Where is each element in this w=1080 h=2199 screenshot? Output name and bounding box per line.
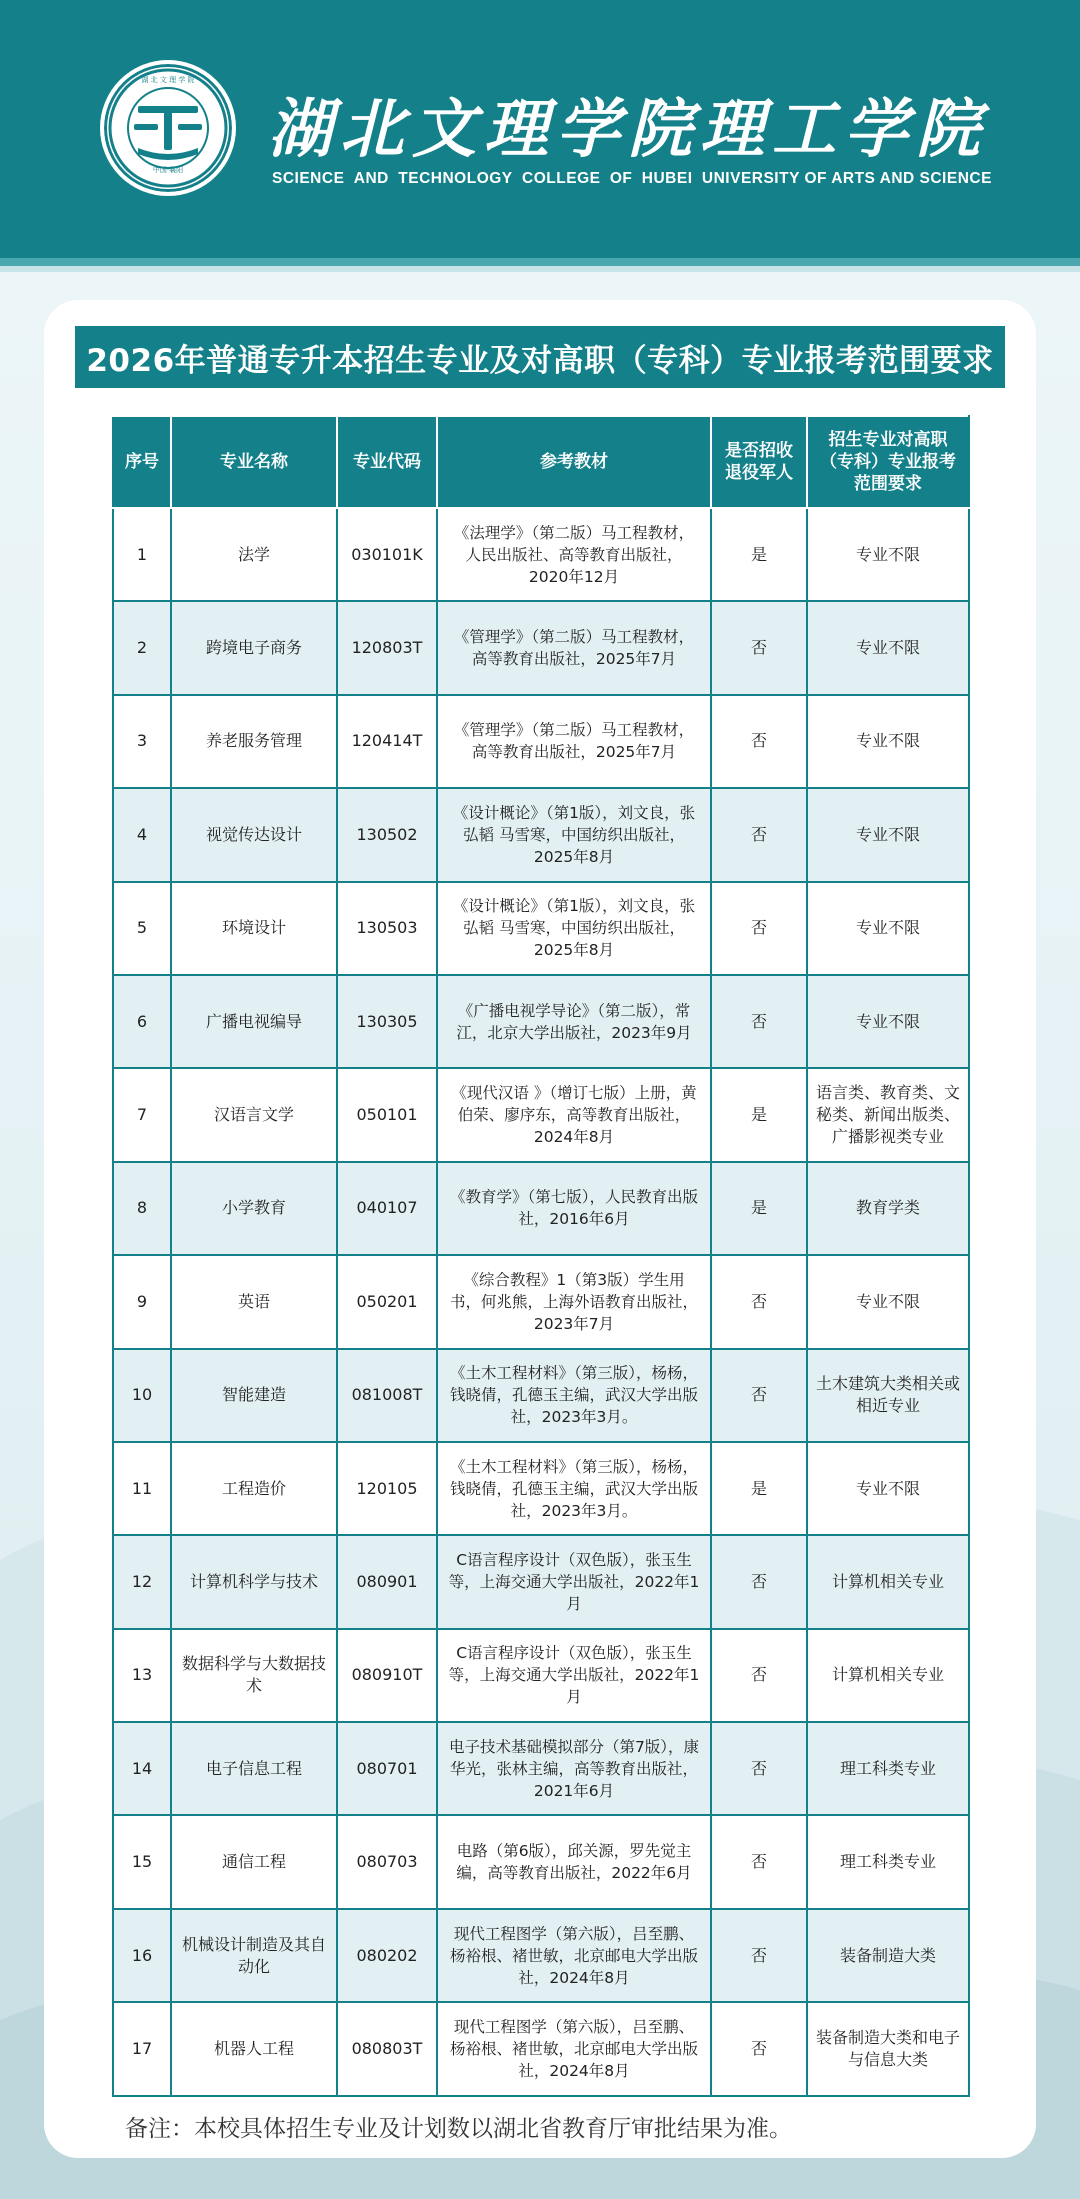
cell-code: 080803T: [337, 2002, 437, 2095]
cell-code: 050101: [337, 1068, 437, 1161]
cell-index: 1: [113, 508, 171, 601]
col-header-code: 专业代码: [337, 416, 437, 508]
table-row: [113, 788, 969, 881]
cell-code: 081008T: [337, 1349, 437, 1442]
svg-text:湖 北 文 理 学 院: 湖 北 文 理 学 院: [141, 76, 195, 84]
table-row: [113, 1629, 969, 1722]
table-row: [113, 601, 969, 694]
cell-major: 环境设计: [171, 882, 337, 975]
logo-emblem-icon: [104, 64, 232, 192]
cell-major: 工程造价: [171, 1442, 337, 1535]
cell-textbook: 电路（第6版），邱关源，罗先觉主编，高等教育出版社，2022年6月: [437, 1815, 711, 1908]
title-en-word: AND: [353, 170, 389, 187]
cell-index: 17: [113, 2002, 171, 2095]
cell-code: 050201: [337, 1255, 437, 1348]
cell-index: 13: [113, 1629, 171, 1722]
cell-index: 10: [113, 1349, 171, 1442]
cell-textbook: 《管理学》（第二版）马工程教材，高等教育出版社，2025年7月: [437, 695, 711, 788]
cell-textbook: 现代工程图学（第六版），吕至鹏、杨裕根、褚世敏，北京邮电大学出版社，2024年8月: [437, 2002, 711, 2095]
title-en-word: SCIENCE: [272, 170, 345, 187]
cell-code: 040107: [337, 1162, 437, 1255]
cell-major: 计算机科学与技术: [171, 1535, 337, 1628]
table-row: [113, 1255, 969, 1348]
cell-scope: 教育学类: [807, 1162, 969, 1255]
cell-textbook: 《设计概论》（第1版），刘文良，张弘韬 马雪寒，中国纺织出版社，2025年8月: [437, 882, 711, 975]
cell-scope: 专业不限: [807, 1255, 969, 1348]
title-en-word: COLLEGE: [522, 170, 601, 187]
header-band: [0, 0, 1080, 258]
cell-veterans: 否: [711, 1349, 807, 1442]
cell-veterans: 是: [711, 1068, 807, 1161]
cell-index: 5: [113, 882, 171, 975]
cell-textbook: 《设计概论》（第1版），刘文良，张弘韬 马雪寒，中国纺织出版社，2025年8月: [437, 788, 711, 881]
table-row: [113, 1162, 969, 1255]
table-row: [113, 975, 969, 1068]
cell-major: 视觉传达设计: [171, 788, 337, 881]
cell-scope: 计算机相关专业: [807, 1535, 969, 1628]
cell-textbook: 《土木工程材料》（第三版），杨杨，钱晓倩，孔德玉主编，武汉大学出版社，2023年3月。: [437, 1349, 711, 1442]
cell-textbook: 《教育学》（第七版），人民教育出版社，2016年6月: [437, 1162, 711, 1255]
title-en-word: TECHNOLOGY: [398, 170, 513, 187]
cell-code: 130502: [337, 788, 437, 881]
cell-veterans: 否: [711, 1815, 807, 1908]
majors-table: [112, 415, 970, 2097]
cell-veterans: 否: [711, 788, 807, 881]
cell-scope: 专业不限: [807, 1442, 969, 1535]
cell-veterans: 否: [711, 1722, 807, 1815]
cell-major: 机械设计制造及其自动化: [171, 1909, 337, 2002]
cell-veterans: 否: [711, 2002, 807, 2095]
cell-scope: 专业不限: [807, 508, 969, 601]
cell-veterans: 否: [711, 695, 807, 788]
cell-index: 4: [113, 788, 171, 881]
cell-textbook: 《现代汉语 》（增订七版）上册，黄伯荣、廖序东，高等教育出版社，2024年8月: [437, 1068, 711, 1161]
cell-textbook: 《广播电视学导论》（第二版），常江，北京大学出版社，2023年9月: [437, 975, 711, 1068]
footnote: 备注：本校具体招生专业及计划数以湖北省教育厅审批结果为准。: [125, 2116, 792, 2142]
cell-code: 120105: [337, 1442, 437, 1535]
cell-major: 汉语言文学: [171, 1068, 337, 1161]
cell-code: 030101K: [337, 508, 437, 601]
cell-index: 12: [113, 1535, 171, 1628]
cell-veterans: 否: [711, 1255, 807, 1348]
cell-index: 7: [113, 1068, 171, 1161]
cell-major: 跨境电子商务: [171, 601, 337, 694]
cell-scope: 语言类、教育类、文秘类、新闻出版类、广播影视类专业: [807, 1068, 969, 1161]
cell-index: 16: [113, 1909, 171, 2002]
college-name-en: [272, 170, 992, 188]
cell-veterans: 否: [711, 882, 807, 975]
cell-index: 14: [113, 1722, 171, 1815]
cell-scope: 专业不限: [807, 882, 969, 975]
cell-index: 11: [113, 1442, 171, 1535]
header-divider-light: [0, 266, 1080, 272]
cell-scope: 专业不限: [807, 788, 969, 881]
cell-scope: 理工科类专业: [807, 1815, 969, 1908]
col-header-scope: 招生专业对高职（专科）专业报考范围要求: [807, 416, 969, 508]
cell-veterans: 否: [711, 1535, 807, 1628]
cell-major: 广播电视编导: [171, 975, 337, 1068]
cell-index: 15: [113, 1815, 171, 1908]
cell-major: 小学教育: [171, 1162, 337, 1255]
cell-veterans: 否: [711, 1909, 807, 2002]
cell-code: 080901: [337, 1535, 437, 1628]
cell-veterans: 否: [711, 1629, 807, 1722]
table-row: [113, 2002, 969, 2095]
table-row: [113, 1535, 969, 1628]
cell-textbook: 电子技术基础模拟部分（第7版），康华光，张林主编，高等教育出版社，2021年6月: [437, 1722, 711, 1815]
cell-major: 数据科学与大数据技术: [171, 1629, 337, 1722]
cell-code: 080701: [337, 1722, 437, 1815]
cell-major: 法学: [171, 508, 337, 601]
cell-veterans: 是: [711, 1162, 807, 1255]
title-en-word: HUBEI: [641, 170, 693, 187]
table-row: [113, 1722, 969, 1815]
table-row: [113, 695, 969, 788]
cell-textbook: 现代工程图学（第六版），吕至鹏、杨裕根、褚世敏，北京邮电大学出版社，2024年8月: [437, 1909, 711, 2002]
header-divider: [0, 258, 1080, 266]
col-header-major: 专业名称: [171, 416, 337, 508]
cell-index: 2: [113, 601, 171, 694]
cell-textbook: 《法理学》（第二版）马工程教材，人民出版社、高等教育出版社，2020年12月: [437, 508, 711, 601]
cell-code: 080202: [337, 1909, 437, 2002]
title-en-word: UNIVERSITY OF ARTS AND SCIENCE: [701, 170, 992, 187]
cell-major: 英语: [171, 1255, 337, 1348]
col-header-veterans: 是否招收退役军人: [711, 416, 807, 508]
cell-code: 120414T: [337, 695, 437, 788]
cell-scope: 土木建筑大类相关或相近专业: [807, 1349, 969, 1442]
cell-veterans: 否: [711, 601, 807, 694]
cell-scope: 专业不限: [807, 601, 969, 694]
cell-code: 130503: [337, 882, 437, 975]
cell-major: 机器人工程: [171, 2002, 337, 2095]
cell-textbook: 《土木工程材料》（第三版），杨杨，钱晓倩，孔德玉主编，武汉大学出版社，2023年3月。: [437, 1442, 711, 1535]
cell-scope: 专业不限: [807, 695, 969, 788]
table-row: [113, 1909, 969, 2002]
table-row: [113, 1442, 969, 1535]
cell-scope: 理工科类专业: [807, 1722, 969, 1815]
cell-veterans: 否: [711, 975, 807, 1068]
cell-veterans: 是: [711, 1442, 807, 1535]
col-header-index: 序号: [113, 416, 171, 508]
table-row: [113, 1068, 969, 1161]
title-en-word: OF: [609, 170, 633, 187]
cell-veterans: 是: [711, 508, 807, 601]
page-title: 2026年普通专升本招生专业及对高职（专科）专业报考范围要求: [75, 326, 1005, 388]
cell-code: 130305: [337, 975, 437, 1068]
cell-code: 120803T: [337, 601, 437, 694]
col-header-textbook: 参考教材: [437, 416, 711, 508]
cell-major: 智能建造: [171, 1349, 337, 1442]
table-row: [113, 508, 969, 601]
college-name-cn: 湖北文理学院理工学院: [268, 92, 988, 167]
table-row: [113, 1349, 969, 1442]
cell-scope: 计算机相关专业: [807, 1629, 969, 1722]
cell-code: 080703: [337, 1815, 437, 1908]
cell-index: 6: [113, 975, 171, 1068]
cell-major: 电子信息工程: [171, 1722, 337, 1815]
cell-index: 3: [113, 695, 171, 788]
cell-textbook: 《管理学》（第二版）马工程教材，高等教育出版社，2025年7月: [437, 601, 711, 694]
cell-scope: 装备制造大类和电子与信息大类: [807, 2002, 969, 2095]
cell-textbook: C语言程序设计（双色版），张玉生等，上海交通大学出版社，2022年1月: [437, 1629, 711, 1722]
cell-scope: 专业不限: [807, 975, 969, 1068]
cell-index: 9: [113, 1255, 171, 1348]
cell-scope: 装备制造大类: [807, 1909, 969, 2002]
table-row: [113, 882, 969, 975]
cell-textbook: C语言程序设计（双色版），张玉生等，上海交通大学出版社，2022年1月: [437, 1535, 711, 1628]
table-header-row: [113, 416, 969, 508]
cell-index: 8: [113, 1162, 171, 1255]
cell-major: 通信工程: [171, 1815, 337, 1908]
cell-major: 养老服务管理: [171, 695, 337, 788]
cell-code: 080910T: [337, 1629, 437, 1722]
college-logo: [100, 60, 236, 196]
table-row: [113, 1815, 969, 1908]
cell-textbook: 《综合教程》1（第3版）学生用书，何兆熊，上海外语教育出版社，2023年7月: [437, 1255, 711, 1348]
logo-text: 中国·襄阳: [152, 166, 184, 174]
